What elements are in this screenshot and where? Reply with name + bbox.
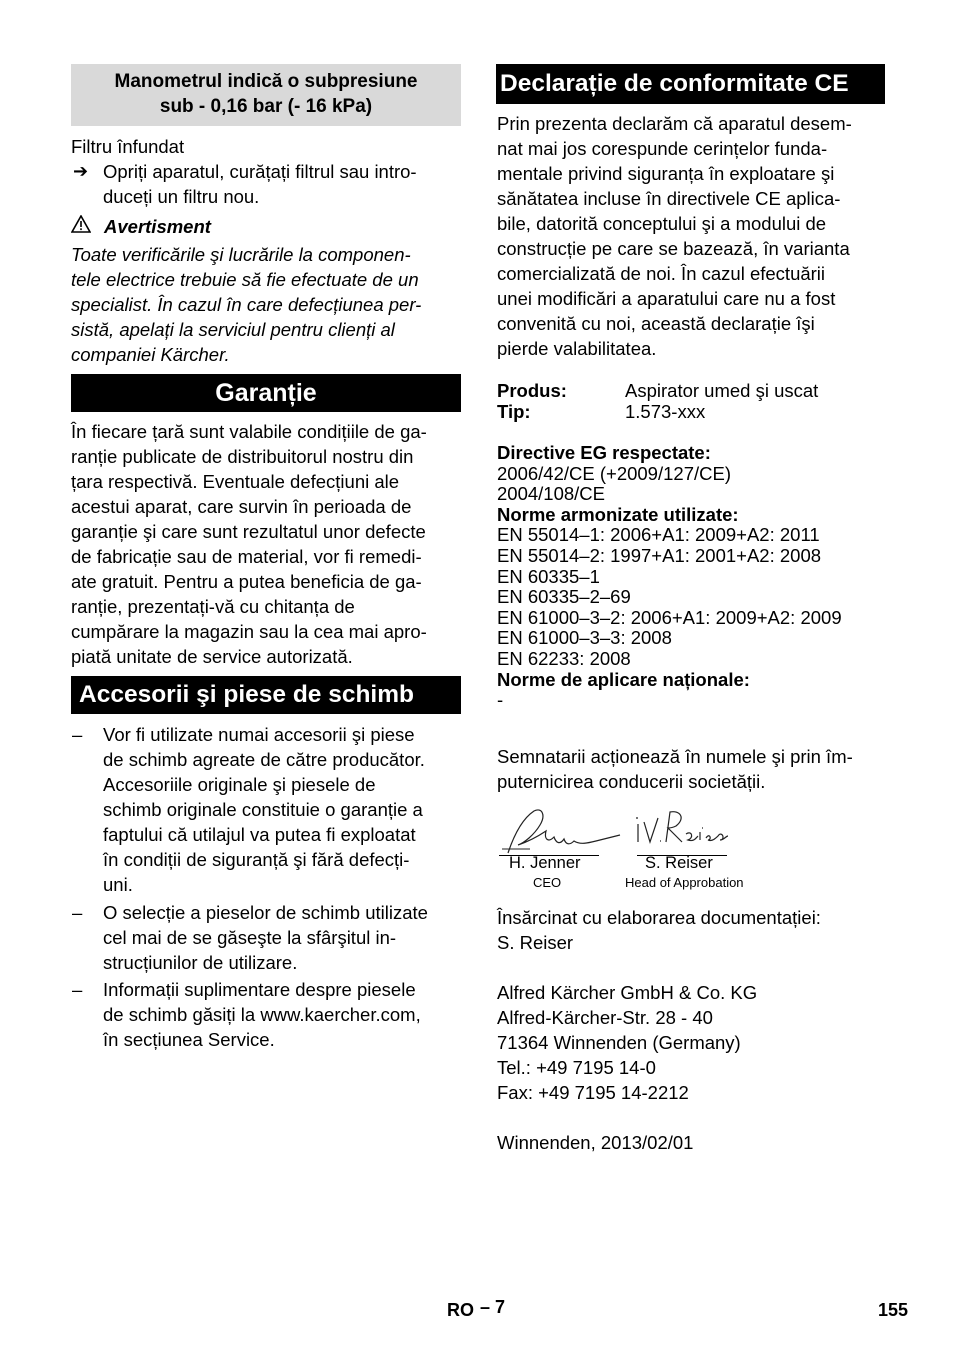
type-value: 1.573-xxx [625, 401, 706, 422]
list-item-line: cel mai de se găseşte la sfârşitul in- [103, 927, 397, 948]
signature-jenner [500, 805, 625, 857]
directive-item: 2004/108/CE [497, 483, 606, 505]
filter-action-line: Opriți aparatul, curățați filtrul sau intro- [103, 161, 417, 182]
harmonized-item: EN 60335–1 [497, 565, 600, 587]
filter-action [103, 159, 463, 209]
guarantee-text-line: acestui aparat, care survin în perioada de [71, 496, 412, 517]
product-value: Aspirator umed şi uscat [625, 380, 819, 401]
list-item-line: în secțiunea Service. [103, 1029, 275, 1050]
guarantee-text-line: țara respectivă. Eventuale defecțiuni ale [71, 471, 400, 492]
declaration-text-line: Prin prezenta declarăm că aparatul desem- [497, 113, 852, 134]
footer-lang: RO [447, 1300, 474, 1320]
signer1-role: CEO [533, 875, 562, 890]
guarantee-text-line: cumpărare la magazin sau la cea mai apro- [71, 621, 427, 642]
signatories-text-line: Semnatarii acționează în numele şi prin îm- [497, 746, 853, 767]
harmonized-item: EN 55014–1: 2006+A1: 2009+A2: 2011 [497, 524, 820, 546]
list-item-line: faptului că utilajul va putea fi exploatat [103, 824, 416, 845]
footer-section-page: – 7 [480, 1297, 506, 1317]
warning-text [71, 242, 463, 367]
type-label: Tip: [497, 401, 531, 422]
directives-label: Directive EG respectate: [497, 442, 711, 463]
signer2-role: Head of Approbation [625, 875, 744, 890]
list-item [103, 722, 463, 897]
warning-text-line: sistă, apelați la serviciul pentru clienți al [71, 319, 395, 340]
list-item-line: O selecție a pieselor de schimb utilizate [103, 902, 428, 923]
list-dash: – [72, 979, 83, 1000]
documentation-line: S. Reiser [497, 932, 574, 953]
harmonized-label: Norme armonizate utilizate: [497, 503, 739, 525]
documentation-line: Însărcinat cu elaborarea documentației: [497, 907, 821, 928]
list-item-line: Vor fi utilizate numai accesorii şi piese [103, 724, 415, 745]
company-address [497, 980, 889, 1105]
address-line: Fax: +49 7195 14-2212 [497, 1082, 689, 1103]
signer2-name: S. Reiser [645, 854, 713, 872]
address-line: Alfred Kärcher GmbH & Co. KG [497, 982, 758, 1003]
harmonized-item: EN 55014–2: 1997+A1: 2001+A2: 2008 [497, 544, 822, 566]
manometer-heading-line: sub - 0,16 bar (- 16 kPa) [159, 96, 373, 117]
signatories-text [497, 744, 889, 794]
guarantee-text-line: garanție şi care sunt rezultatul unor defecte [71, 521, 426, 542]
declaration-text-line: comercializată de noi. În cazul efectuării [497, 263, 826, 284]
guarantee-text-line: ranție publicate de distribuitorul nostru din [71, 446, 414, 467]
guarantee-text-line: de fabricație sau de material, vor fi remedi- [71, 546, 422, 567]
national-label: Norme de aplicare naționale: [497, 668, 750, 690]
harmonized-item: EN 61000–3–2: 2006+A1: 2009+A2: 2009 [497, 606, 842, 628]
address-line: 71364 Winnenden (Germany) [497, 1032, 741, 1053]
guarantee-text-line: ranție, prezentați-vă cu chitanța de [71, 596, 355, 617]
list-item-line: strucțiunilor de utilizare. [103, 952, 298, 973]
address-line: Tel.: +49 7195 14-0 [497, 1057, 656, 1078]
declaration-text-line: construcție pe care se bazează, în varianta [497, 238, 850, 259]
guarantee-text-line: piată unitate de service autorizată. [71, 646, 353, 667]
list-item [103, 977, 463, 1052]
list-item-line: schimb originale constituie o garanție a [103, 799, 423, 820]
guarantee-text-line: În fiecare țară sunt valabile condițiile de ga- [71, 421, 427, 442]
warning-text-line: tele electrice trebuie să fie efectuate de un [71, 269, 419, 290]
warning-text-line: companiei Kärcher. [71, 344, 230, 365]
documentation-text [497, 905, 889, 955]
list-item-line: Informații suplimentare despre piesele [103, 979, 416, 1000]
declaration-text-line: nat mai jos corespunde cerințelor funda- [497, 138, 828, 159]
declaration-text-line: convenită cu noi, această declarație îşi [497, 313, 815, 334]
harmonized-item: EN 61000–3–3: 2008 [497, 627, 672, 649]
manometer-heading [71, 64, 461, 126]
declaration-text [497, 111, 889, 361]
declaration-heading: Declarație de conformitate CE [496, 64, 885, 104]
harmonized-item: EN 60335–2–69 [497, 586, 631, 608]
list-item-line: de schimb agreate de către producător. [103, 749, 425, 770]
filter-action-line: duceți un filtru nou. [103, 186, 260, 207]
guarantee-heading: Garanție [71, 374, 461, 412]
guarantee-text-line: ate gratuit. Pentru a putea beneficia de ga- [71, 571, 422, 592]
product-label: Produs: [497, 380, 567, 401]
declaration-text-line: pierde valabilitatea. [497, 338, 657, 359]
place-date: Winnenden, 2013/02/01 [497, 1132, 694, 1153]
arrow-right-icon: ➔ [73, 161, 89, 181]
signature-reiser [632, 808, 732, 852]
declaration-text-line: mentale privind siguranța în exploatare şi [497, 163, 835, 184]
warning-text-line: specialist. În cazul în care defecțiunea per- [71, 294, 422, 315]
harmonized-item: EN 62233: 2008 [497, 647, 631, 669]
list-dash: – [72, 724, 83, 745]
standards-block [497, 443, 889, 711]
warning-text-line: Toate verificările şi lucrările la componen- [71, 244, 411, 265]
warning-label: Avertisment [104, 216, 211, 237]
warning-icon [71, 215, 91, 233]
list-item-line: Accesoriile originale şi piesele de [103, 774, 376, 795]
national-value: - [497, 689, 504, 711]
address-line: Alfred-Kärcher-Str. 28 - 40 [497, 1007, 713, 1028]
directive-item: 2006/42/CE (+2009/127/CE) [497, 462, 731, 484]
list-item-line: uni. [103, 874, 133, 895]
signer1-name: H. Jenner [509, 854, 581, 872]
guarantee-text [71, 419, 463, 669]
page-number: 155 [878, 1300, 909, 1320]
list-dash: – [72, 902, 83, 923]
list-item [103, 900, 463, 975]
accessories-heading: Accesorii şi piese de schimb [71, 676, 461, 714]
declaration-text-line: unei modificări a aparatului care nu a fost [497, 288, 836, 309]
declaration-text-line: bile, datorită conceptului şi a modului de [497, 213, 827, 234]
list-item-line: de schimb găsiți la www.kaercher.com, [103, 1004, 421, 1025]
signatories-text-line: puternicirea conducerii societății. [497, 771, 766, 792]
declaration-text-line: sănătatea incluse în directivele CE aplica- [497, 188, 841, 209]
list-item-line: în condiții de siguranță şi fără defecți- [103, 849, 410, 870]
filter-cause: Filtru înfundat [71, 136, 185, 157]
manometer-heading-line: Manometrul indică o subpresiune [114, 71, 418, 92]
